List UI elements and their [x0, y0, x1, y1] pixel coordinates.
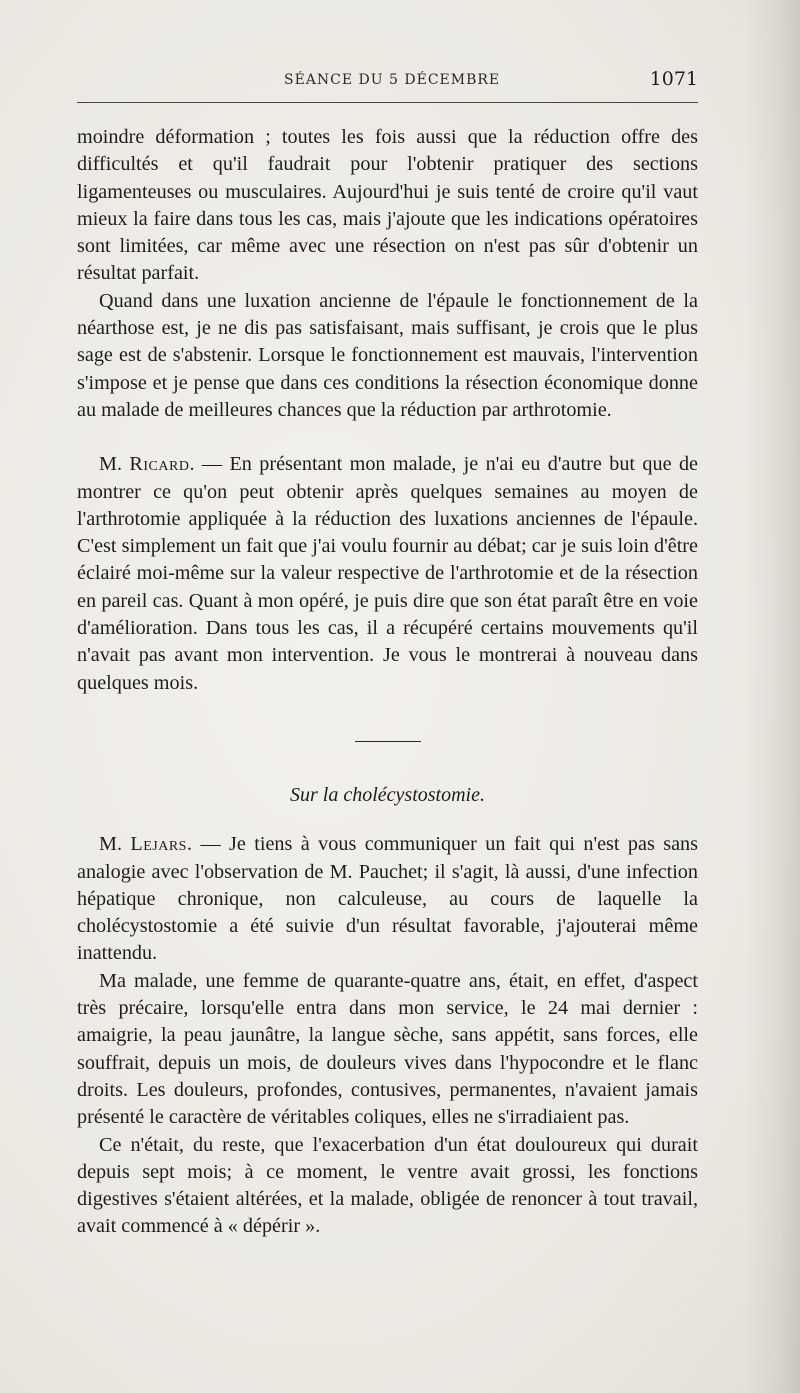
page-header — [77, 66, 698, 106]
running-title: SÉANCE DU 5 DÉCEMBRE — [284, 72, 501, 88]
paragraph-ricard-text: . — En présentant mon malade, je n'ai eu d'autre but que de montrer ce qu'on peut obtenir après quelques semaines au moyen de l'arthrotomie appliquée à la réduction des luxations anciennes de l'épaule. C'est simplement un fait que j'ai voulu fournir au débat; car je suis loin d'être éclairé moi-même sur la valeur respective de l'arthrotomie et de la résection en pareil cas. Quant à mon opéré, je puis dire que son état paraît être en voie d'amélioration. Dans tous les cas, il a récupéré certains mouvements qu'il n'avait pas avant mon intervention. Je vous le montrerai à nouveau dans quelques mois. — [77, 453, 699, 694]
page-number: 1071 — [649, 68, 698, 90]
speaker-prefix: M. — [99, 833, 131, 856]
header-rule — [77, 102, 698, 103]
page-shadow-edge — [745, 0, 800, 1393]
paragraph-7: Ce n'était, du reste, que l'exacerbation d'un état douloureux qui durait depuis sept mois; à ce moment, le ventre avait grossi, les fonctions digestives s'étaient altérées, et la malade, obligée de renoncer à tout travail, avait commencé à « dépérir ». — [77, 1133, 698, 1238]
paragraph-lejars-text: . — Je tiens à vous communiquer un fait qui n'est pas sans analogie avec l'observation de M. Pauchet; il s'agit, là aussi, d'une infection hépatique chronique, non calculeuse, au cours de laquelle la cholécystostomie a été suivie d'un résultat favorable, j'ajouterai même inattendu. — [77, 833, 698, 965]
paragraph-gap — [77, 424, 698, 451]
paragraph-ricard — [77, 451, 698, 697]
speaker-prefix: M. — [99, 453, 130, 476]
speaker-name-lejars: Lejars — [130, 833, 187, 856]
section-divider — [355, 741, 421, 742]
section-title: Sur la cholécystostomie. — [290, 783, 485, 806]
speaker-name-ricard: Ricard — [129, 453, 190, 476]
paragraph-1: moindre déformation ; toutes les fois aussi que la réduction offre des difficultés et qu'il faudrait pour l'obtenir pratiquer des sections ligamenteuses ou musculaires. Aujourd'hui je suis tenté de croire qu'il vaut mieux la faire dans tous les cas, mais j'ajoute que les indications opératoires sont limitées, car même avec une résection on n'est pas sûr d'obtenir un résultat parfait. — [77, 126, 698, 285]
body-text — [77, 124, 698, 1241]
paragraph-lejars — [77, 831, 698, 967]
paragraph-6: Ma malade, une femme de quarante-quatre ans, était, en effet, d'aspect très précaire, lorsqu'elle entra dans mon service, le 24 mai dernier : amaigrie, la peau jaunâtre, la langue sèche, sans appétit, sans forces, elle souffrait, depuis un mois, de douleurs vives dans l'hypocondre et le flanc droits. Les douleurs, profondes, contusives, permanentes, n'avaient jamais présenté le caractère de véritables coliques, elles ne s'irradiaient pas. — [77, 969, 698, 1129]
paragraph-2: Quand dans une luxation ancienne de l'épaule le fonctionnement de la néarthose est, je ne dis pas satisfaisant, mais suffisant, je crois que le plus sage est de s'abstenir. Lorsque le fonctionnement est mauvais, l'intervention s'impose et je pense que dans ces conditions la résection économique donne au malade de meilleures chances que la réduction par arthrotomie. — [77, 289, 698, 421]
